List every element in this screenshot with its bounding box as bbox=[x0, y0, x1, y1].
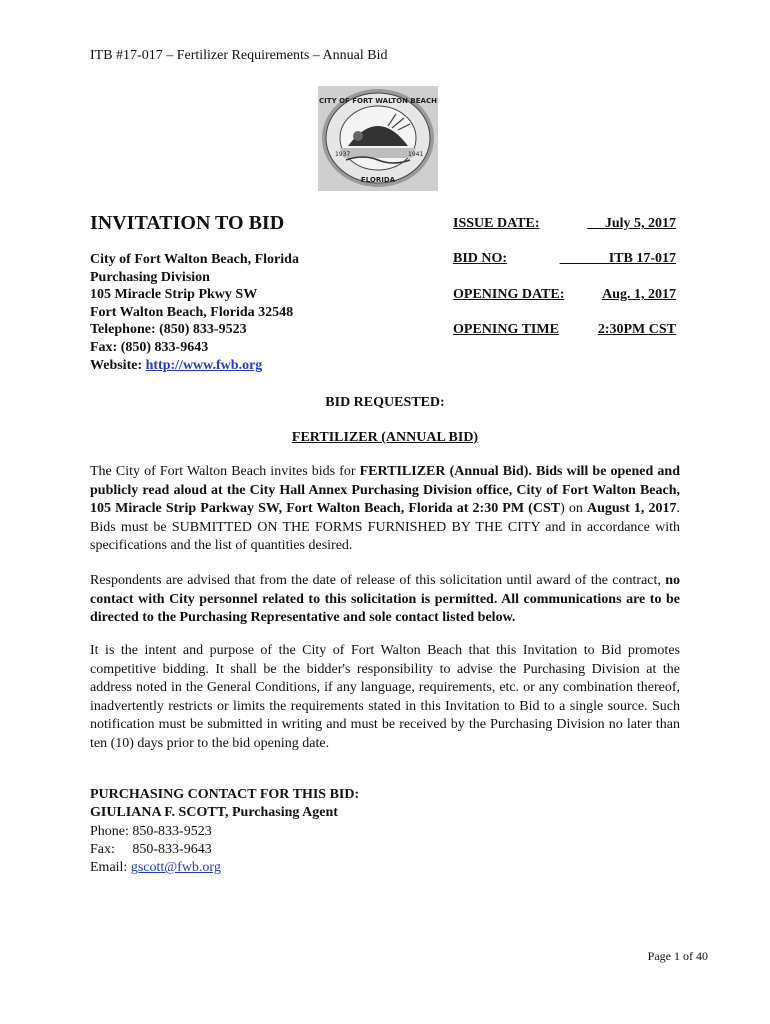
address-city: City of Fort Walton Beach, Florida bbox=[90, 252, 299, 267]
opening-time-label: OPENING TIME bbox=[453, 322, 559, 337]
website-label: Website: bbox=[90, 357, 146, 373]
intro-text: The City of Fort Walton Beach invites bids for bbox=[90, 464, 360, 479]
no-contact-bold-text: no contact with City personnel related to this solicitation is permitted. All communications are to be directed to the Purchasing Representative and sole contact listed below. bbox=[90, 573, 680, 625]
contact-block bbox=[90, 786, 359, 877]
contact-fax: Fax: 850-833-9643 bbox=[90, 841, 212, 857]
address-division: Purchasing Division bbox=[90, 269, 210, 285]
opening-date-label: OPENING DATE: bbox=[453, 287, 565, 302]
svg-text:1941: 1941 bbox=[408, 151, 424, 158]
document-header: ITB #17-017 – Fertilizer Requirements – Annual Bid bbox=[90, 48, 388, 63]
page-title: INVITATION TO BID bbox=[90, 212, 285, 234]
intro-bold-text: FERTILIZER (Annual Bid). Bids will be opened and publicly read aloud at the City Hall Annex Purchasing Division office, City of Fort Walton Beach, 105 Miracle Strip Parkway SW, Fort Walton Beach, Florida at 2:30 PM (CST bbox=[90, 464, 680, 516]
bid-requested-heading: BID REQUESTED: bbox=[325, 395, 445, 410]
address-city-state: Fort Walton Beach, Florida 32548 bbox=[90, 304, 294, 320]
address-telephone: Telephone: (850) 833-9523 bbox=[90, 322, 247, 338]
no-contact-paragraph bbox=[90, 572, 680, 628]
bid-no-value: _____ _ ITB 17-017 bbox=[559, 251, 676, 266]
issue-date-value: __ July 5, 2017 bbox=[587, 216, 676, 231]
svg-text:CITY OF FORT WALTON BEACH: CITY OF FORT WALTON BEACH bbox=[319, 97, 437, 105]
no-contact-text: Respondents are advised that from the date of release of this solicitation until award of the contract, bbox=[90, 573, 666, 588]
bid-subject: FERTILIZER (ANNUAL BID) bbox=[291, 430, 479, 445]
intro-paragraph bbox=[90, 463, 680, 556]
contact-phone: Phone: 850-833-9523 bbox=[90, 823, 212, 839]
opening-date-value: Aug. 1, 2017 bbox=[602, 287, 676, 302]
svg-text:1937: 1937 bbox=[335, 151, 351, 158]
svg-text:FLORIDA: FLORIDA bbox=[360, 176, 396, 184]
intro-text-end: . Bids must be SUBMITTED ON THE FORMS FURNISHED BY THE CITY and in accordance with specifications and the list of quantities desired. bbox=[90, 501, 680, 553]
issue-date-label: ISSUE DATE: bbox=[453, 216, 540, 231]
address-block bbox=[90, 251, 299, 374]
opening-time-value: 2:30PM CST bbox=[597, 322, 676, 337]
email-label: Email: bbox=[90, 860, 131, 876]
email-link[interactable]: gscott@fwb.org bbox=[130, 860, 221, 876]
intro-text-on: ) on bbox=[560, 501, 587, 516]
page-number: Page 1 of 40 bbox=[647, 949, 708, 963]
intro-bold-date: August 1, 2017 bbox=[586, 501, 677, 516]
intent-paragraph: It is the intent and purpose of the City of Fort Walton Beach that this Invitation to Bid promotes competitive bidding. It shall be the bidder's responsibility to advise the Purchasing Division at the address noted in the General Conditions, if any language, requirements, etc. or any combination thereof, inadvertently restricts or limits the requirements stated in this Invitation to Bid to a single source. Such notification must be submitted in writing and must be received by the Purchasing Division no later than ten (10) days prior to the bid opening date. bbox=[90, 643, 680, 751]
city-seal-logo bbox=[318, 86, 438, 191]
contact-email-row bbox=[90, 859, 359, 877]
contact-name: GIULIANA F. SCOTT, Purchasing Agent bbox=[90, 805, 338, 821]
contact-heading: PURCHASING CONTACT FOR THIS BID: bbox=[90, 787, 360, 802]
address-fax: Fax: (850) 833-9643 bbox=[90, 339, 209, 355]
website-link[interactable]: http://www.fwb.org bbox=[145, 357, 263, 373]
address-website-row bbox=[90, 357, 299, 375]
address-street: 105 Miracle Strip Pkwy SW bbox=[90, 287, 258, 303]
bid-no-label: BID NO: bbox=[453, 251, 508, 266]
